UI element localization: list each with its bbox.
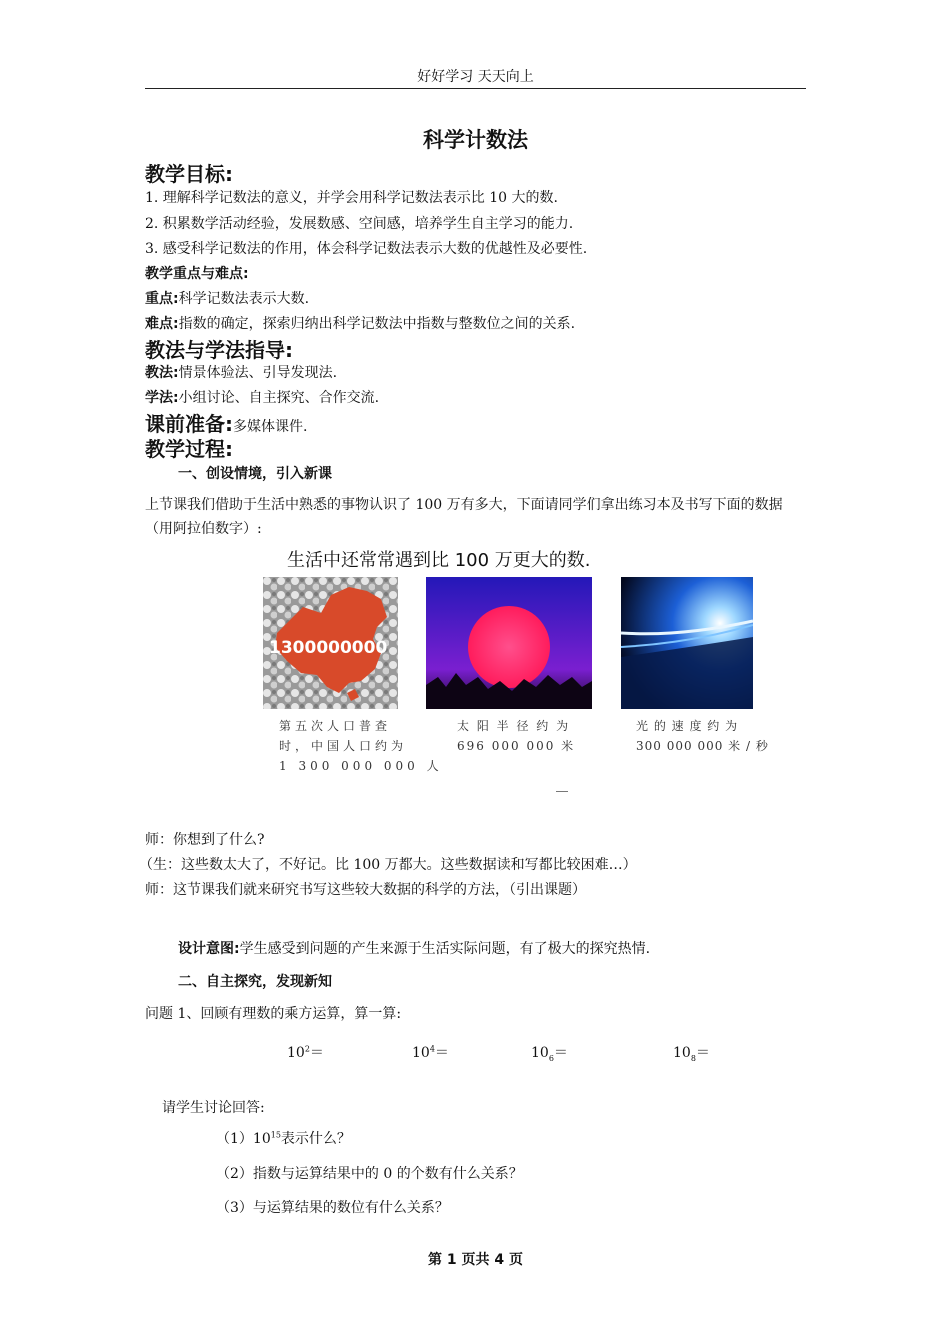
caption-light [636, 716, 769, 756]
question-1: 问题 1、回顾有理数的乘方运算，算一算: [145, 1006, 402, 1022]
focus-text: 科学记数法表示大数. [178, 291, 310, 307]
page-title: 科学计数法 [423, 128, 528, 152]
discuss-q1: $(1)10^{15}$表示什么？ [216, 1130, 351, 1147]
learn-line [145, 387, 379, 407]
section2-heading: 二、自主探究，发现新知 [178, 974, 332, 990]
map-number-label: 1300000000 [269, 638, 388, 658]
section1-intro: 上节课我们借助于生活中熟悉的事物认识了 100 万有多大，下面请同学们拿出练习本及书写下面的数据（用阿拉伯数字）: [145, 497, 783, 537]
equation-10-4: $10^4=$ [412, 1044, 449, 1061]
difficulty-line [145, 313, 575, 333]
design-intent [178, 938, 650, 958]
dialog-1: 师：你想到了什么? [145, 832, 265, 848]
dialog-2: （生：这些数太大了，不好记。比 100 万都大。这些数据读和写都比较困难…） [139, 857, 637, 873]
prep-heading: 课前准备: [145, 412, 233, 436]
caption-light-line1: 光 的 速 度 约 为 [636, 719, 739, 733]
focus-line [145, 288, 309, 308]
difficulty-text: 指数的确定，探索归纳出科学记数法中指数与整数位之间的关系. [178, 316, 576, 332]
process-heading: 教学过程: [145, 437, 233, 461]
keypoints-heading: 教学重点与难点: [145, 266, 249, 282]
caption-sun-line1: 太 阳 半 径 约 为 [457, 719, 571, 733]
caption-light-line2: 300 000 000 米 / 秒 [636, 739, 769, 753]
methods-heading: 教法与学法指导: [145, 338, 293, 362]
difficulty-label: 难点: [145, 316, 179, 332]
learn-text: 小组讨论、自主探究、合作交流. [178, 390, 380, 406]
focus-label: 重点: [145, 291, 179, 307]
light-speed-image [621, 577, 753, 709]
section1-heading: 一、创设情境，引入新课 [178, 466, 332, 482]
discuss-prompt: 请学生讨论回答: [162, 1100, 265, 1116]
caption-population [279, 716, 443, 776]
design-label: 设计意图: [178, 941, 240, 957]
objective-3: 3. 感受科学记数法的作用，体会科学记数法表示大数的优越性及必要性. [145, 241, 588, 257]
equation-10-2: $10^2=$ [287, 1044, 324, 1061]
teach-label: 教法: [145, 365, 179, 381]
caption-sun [457, 716, 575, 756]
page-header: 好好学习 天天向上 [417, 69, 534, 85]
equation-10-6: $10_6=$ [531, 1045, 568, 1063]
caption-sun-line2: 696 000 000 米 [457, 739, 576, 753]
prep-text: 多媒体课件. [233, 419, 308, 435]
sun-image [426, 577, 592, 709]
discuss-q3: （3）与运算结果的数位有什么关系？ [216, 1200, 449, 1216]
learn-label: 学法: [145, 390, 179, 406]
figure-mark [556, 791, 568, 792]
objective-1: 1. 理解科学记数法的意义，并学会用科学记数法表示比 10 大的数. [145, 190, 558, 206]
page-footer: 第 1 页共 4 页 [428, 1252, 523, 1268]
equation-10-8: $10_8=$ [673, 1045, 710, 1063]
china-map-image [263, 577, 398, 709]
figure-title: 生活中还常常遇到比 100 万更大的数. [287, 550, 591, 571]
teach-text: 情景体验法、引导发现法. [178, 365, 338, 381]
objective-2: 2. 积累数学活动经验，发展数感、空间感，培养学生自主学习的能力. [145, 216, 574, 232]
caption-population-line2: 时，中国人口约为 [279, 739, 408, 753]
caption-population-line3: 1 300 000 000 人 [279, 759, 443, 773]
discuss-q2: （2）指数与运算结果中的 0 的个数有什么关系？ [216, 1166, 523, 1182]
caption-population-line1: 第五次人口普查 [279, 719, 392, 733]
dialog-3: 师：这节课我们就来研究书写这些较大数据的科学的方法，（引出课题） [145, 882, 586, 898]
objectives-heading: 教学目标: [145, 162, 233, 186]
design-text: 学生感受到问题的产生来源于生活实际问题，有了极大的探究热情. [239, 941, 651, 957]
teach-line [145, 362, 337, 382]
header-rule [145, 88, 806, 89]
